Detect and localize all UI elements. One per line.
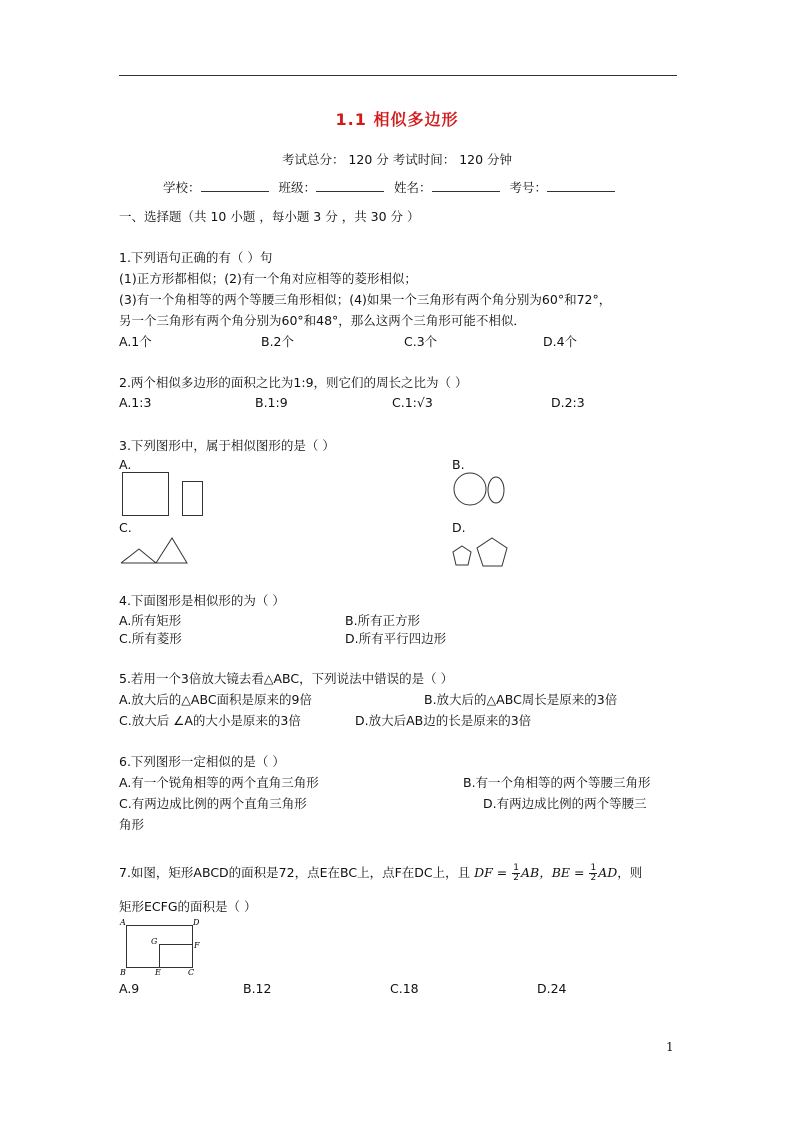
large-triangle-shape: [121, 538, 187, 563]
class-label: 班级：: [278, 180, 317, 195]
q3-figure-d: [452, 535, 514, 569]
label-g: G: [151, 937, 158, 946]
q6-option-d-wrap: 角形: [119, 817, 145, 832]
small-pentagon-shape: [453, 546, 471, 565]
q3-option-a[interactable]: A.: [119, 457, 132, 472]
q7-frac2-numerator: 1: [590, 863, 597, 873]
label-e: E: [155, 968, 161, 977]
q3-figure-a: [119, 472, 219, 520]
q1-line3: (3)有一个角相等的两个等腰三角形相似；(4)如果一个三角形有两个角分别为60°和72°，: [119, 292, 612, 307]
q7-half-fraction-1: [512, 864, 520, 883]
q1-stem: 1.下列语句正确的有（ ）句: [119, 250, 273, 265]
q7-ad-expr: AD: [598, 865, 618, 880]
q6-stem: 6.下列图形一定相似的是（ ）: [119, 754, 285, 769]
q4-option-a[interactable]: A.所有矩形: [119, 613, 182, 628]
large-square-shape: [123, 473, 169, 516]
q1-option-a[interactable]: A.1个: [119, 334, 152, 349]
q7-tail: ，则: [617, 865, 643, 880]
q3-figure-b: [452, 473, 512, 509]
label-d: D: [193, 918, 200, 927]
q3-figure-c: [119, 536, 199, 564]
small-rectangle-shape: [183, 482, 203, 516]
q2-option-d[interactable]: D.2:3: [551, 395, 585, 410]
page-number: 1: [666, 1040, 674, 1054]
name-label: 姓名：: [394, 180, 432, 195]
q4-option-d[interactable]: D.所有平行四边形: [345, 631, 447, 646]
q4-stem: 4.下面图形是相似形的为（ ）: [119, 593, 285, 608]
q7-half-fraction-2: [589, 864, 597, 883]
q3-option-b[interactable]: B.: [452, 457, 465, 472]
q4-option-b[interactable]: B.所有正方形: [345, 613, 421, 628]
exam-info: 考试总分： 120 分 考试时间： 120 分钟: [281, 152, 513, 167]
small-triangle-shape: [121, 549, 156, 563]
q7-figure: [119, 918, 209, 978]
q6-option-d[interactable]: D.有两边成比例的两个等腰三: [483, 796, 647, 811]
header-rule: [119, 75, 677, 76]
q7-ab-expr: AB: [520, 865, 540, 880]
school-label: 学校：: [163, 180, 201, 195]
student-info-fields: [163, 178, 621, 196]
circle-shape: [454, 473, 486, 505]
large-pentagon-shape: [477, 538, 507, 566]
q1-line4: 另一个三角形有两个角分别为60°和48°，那么这两个三角形可能不相似．: [119, 313, 526, 328]
q7-be-expr: ，BE =: [539, 865, 585, 880]
q2-option-a[interactable]: A.1:3: [119, 395, 152, 410]
q6-option-c[interactable]: C.有两边成比例的两个直角三角形: [119, 796, 307, 811]
q7-stem-line2: 矩形ECFG的面积是（ ）: [119, 899, 257, 914]
q7-frac2-denominator: 2: [590, 873, 597, 883]
name-blank[interactable]: [432, 179, 500, 192]
q7-option-a[interactable]: A.9: [119, 981, 140, 996]
q7-option-b[interactable]: B.12: [243, 981, 272, 996]
q2-option-c[interactable]: C.1:√3: [392, 395, 433, 410]
exam-number-label: 考号：: [509, 180, 548, 195]
q2-option-b[interactable]: B.1:9: [255, 395, 288, 410]
exam-number-blank[interactable]: [547, 179, 615, 192]
class-blank[interactable]: [316, 179, 384, 192]
document-title: 1.1 相似多边形: [335, 110, 459, 129]
q1-line2: (1)正方形都相似；(2)有一个角对应相等的菱形相似；: [119, 271, 417, 286]
q3-option-c[interactable]: C.: [119, 520, 132, 535]
section-heading: 一、选择题（共 10 小题 ，每小题 3 分 ，共 30 分 ）: [119, 209, 420, 224]
q7-stem-line1: [119, 863, 642, 883]
q7-frac1-numerator: 1: [513, 863, 519, 873]
school-blank[interactable]: [201, 179, 269, 192]
q5-option-b[interactable]: B.放大后的△ABC周长是原来的3倍: [424, 692, 618, 707]
q4-option-c[interactable]: C.所有菱形: [119, 631, 182, 646]
q7-stem-a: 7.如图，矩形ABCD的面积是72，点E在BC上，点F在DC上，且: [119, 865, 471, 880]
q5-option-a[interactable]: A.放大后的△ABC面积是原来的9倍: [119, 692, 313, 707]
q5-option-c[interactable]: C.放大后 ∠A的大小是原来的3倍: [119, 713, 301, 728]
label-c: C: [188, 968, 195, 977]
rectangle-ecfg-edges: [160, 945, 193, 968]
q1-option-b[interactable]: B.2个: [261, 334, 295, 349]
q1-option-c[interactable]: C.3个: [404, 334, 438, 349]
ellipse-shape: [488, 477, 504, 503]
q2-stem: 2.两个相似多边形的面积之比为1:9，则它们的周长之比为（ ）: [119, 375, 468, 390]
q7-frac1-denominator: 2: [513, 873, 519, 883]
q5-option-d[interactable]: D.放大后AB边的长是原来的3倍: [355, 713, 532, 728]
q7-option-d[interactable]: D.24: [537, 981, 567, 996]
label-b: B: [120, 968, 126, 977]
q1-option-d[interactable]: D.4个: [543, 334, 578, 349]
q3-option-d[interactable]: D.: [452, 520, 466, 535]
q5-stem: 5.若用一个3倍放大镜去看△ABC，下列说法中错误的是（ ）: [119, 671, 454, 686]
q7-df-expr: DF =: [474, 865, 508, 880]
label-f: F: [194, 941, 200, 950]
q6-option-b[interactable]: B.有一个角相等的两个等腰三角形: [463, 775, 651, 790]
q7-option-c[interactable]: C.18: [390, 981, 419, 996]
label-a: A: [120, 918, 126, 927]
q3-stem: 3.下列图形中，属于相似图形的是（ ）: [119, 438, 335, 453]
q6-option-a[interactable]: A.有一个锐角相等的两个直角三角形: [119, 775, 319, 790]
